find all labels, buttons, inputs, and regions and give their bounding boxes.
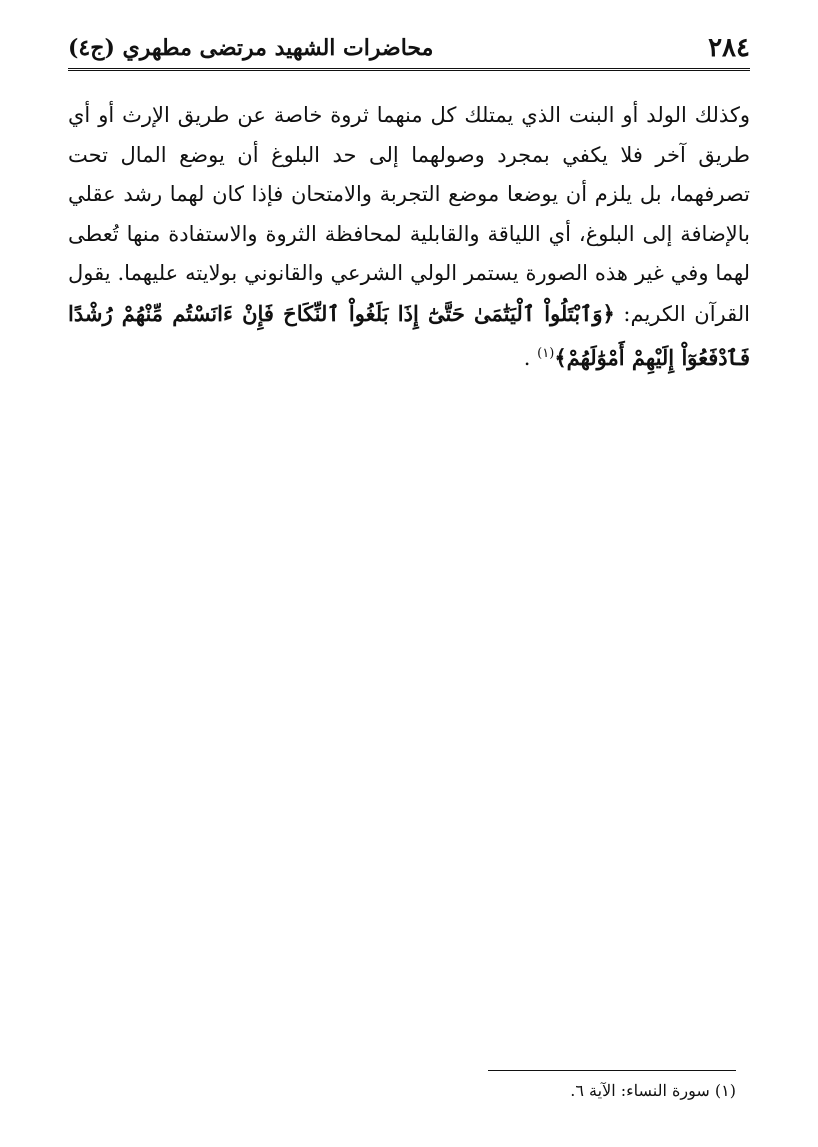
end-punctuation: .	[523, 346, 531, 370]
page-header	[68, 28, 750, 71]
page-number: ٢٨٤	[708, 33, 750, 63]
body-paragraph	[68, 96, 750, 379]
footnote-reference: (١)	[537, 346, 555, 361]
footnote-divider	[488, 1070, 736, 1071]
paragraph-text: وكذلك الولد أو البنت الذي يمتلك كل منهما ثروة خاصة عن طريق الإرث أو أي طريق آخر فلا يكفي بمجرد وصولهما إلى حد البلوغ أن يوضع المال تحت تصرفهما، بل يلزم أن يوضعا موضع التجربة والامتحان فإذا كان لهما رشد عقلي بالإضافة إلى البلوغ، أي اللياقة والقابلية لمحافظة الثروة والاستفادة منها تُعطى لهما وفي غير هذه الصورة يستمر الولي الشرعي والقانوني بولايته عليهما. يقول القرآن الكريم:	[68, 103, 750, 326]
running-title: محاضرات الشهيد مرتضى مطهري (ج٤)	[68, 35, 434, 61]
quran-verse: ﴿وَٱبْتَلُواْ ٱلْيَتَٰمَىٰ حَتَّىٰٓ إِذَا بَلَغُواْ ٱلنِّكَاحَ فَإِنْ ءَانَسْتُم مِّنْهُمْ رُشْدًا فَٱدْفَعُوٓاْ إِلَيْهِمْ أَمْوَٰلَهُمْ﴾	[68, 300, 750, 370]
footnote: (١) سورة النساء: الآية ٦.	[570, 1081, 736, 1100]
